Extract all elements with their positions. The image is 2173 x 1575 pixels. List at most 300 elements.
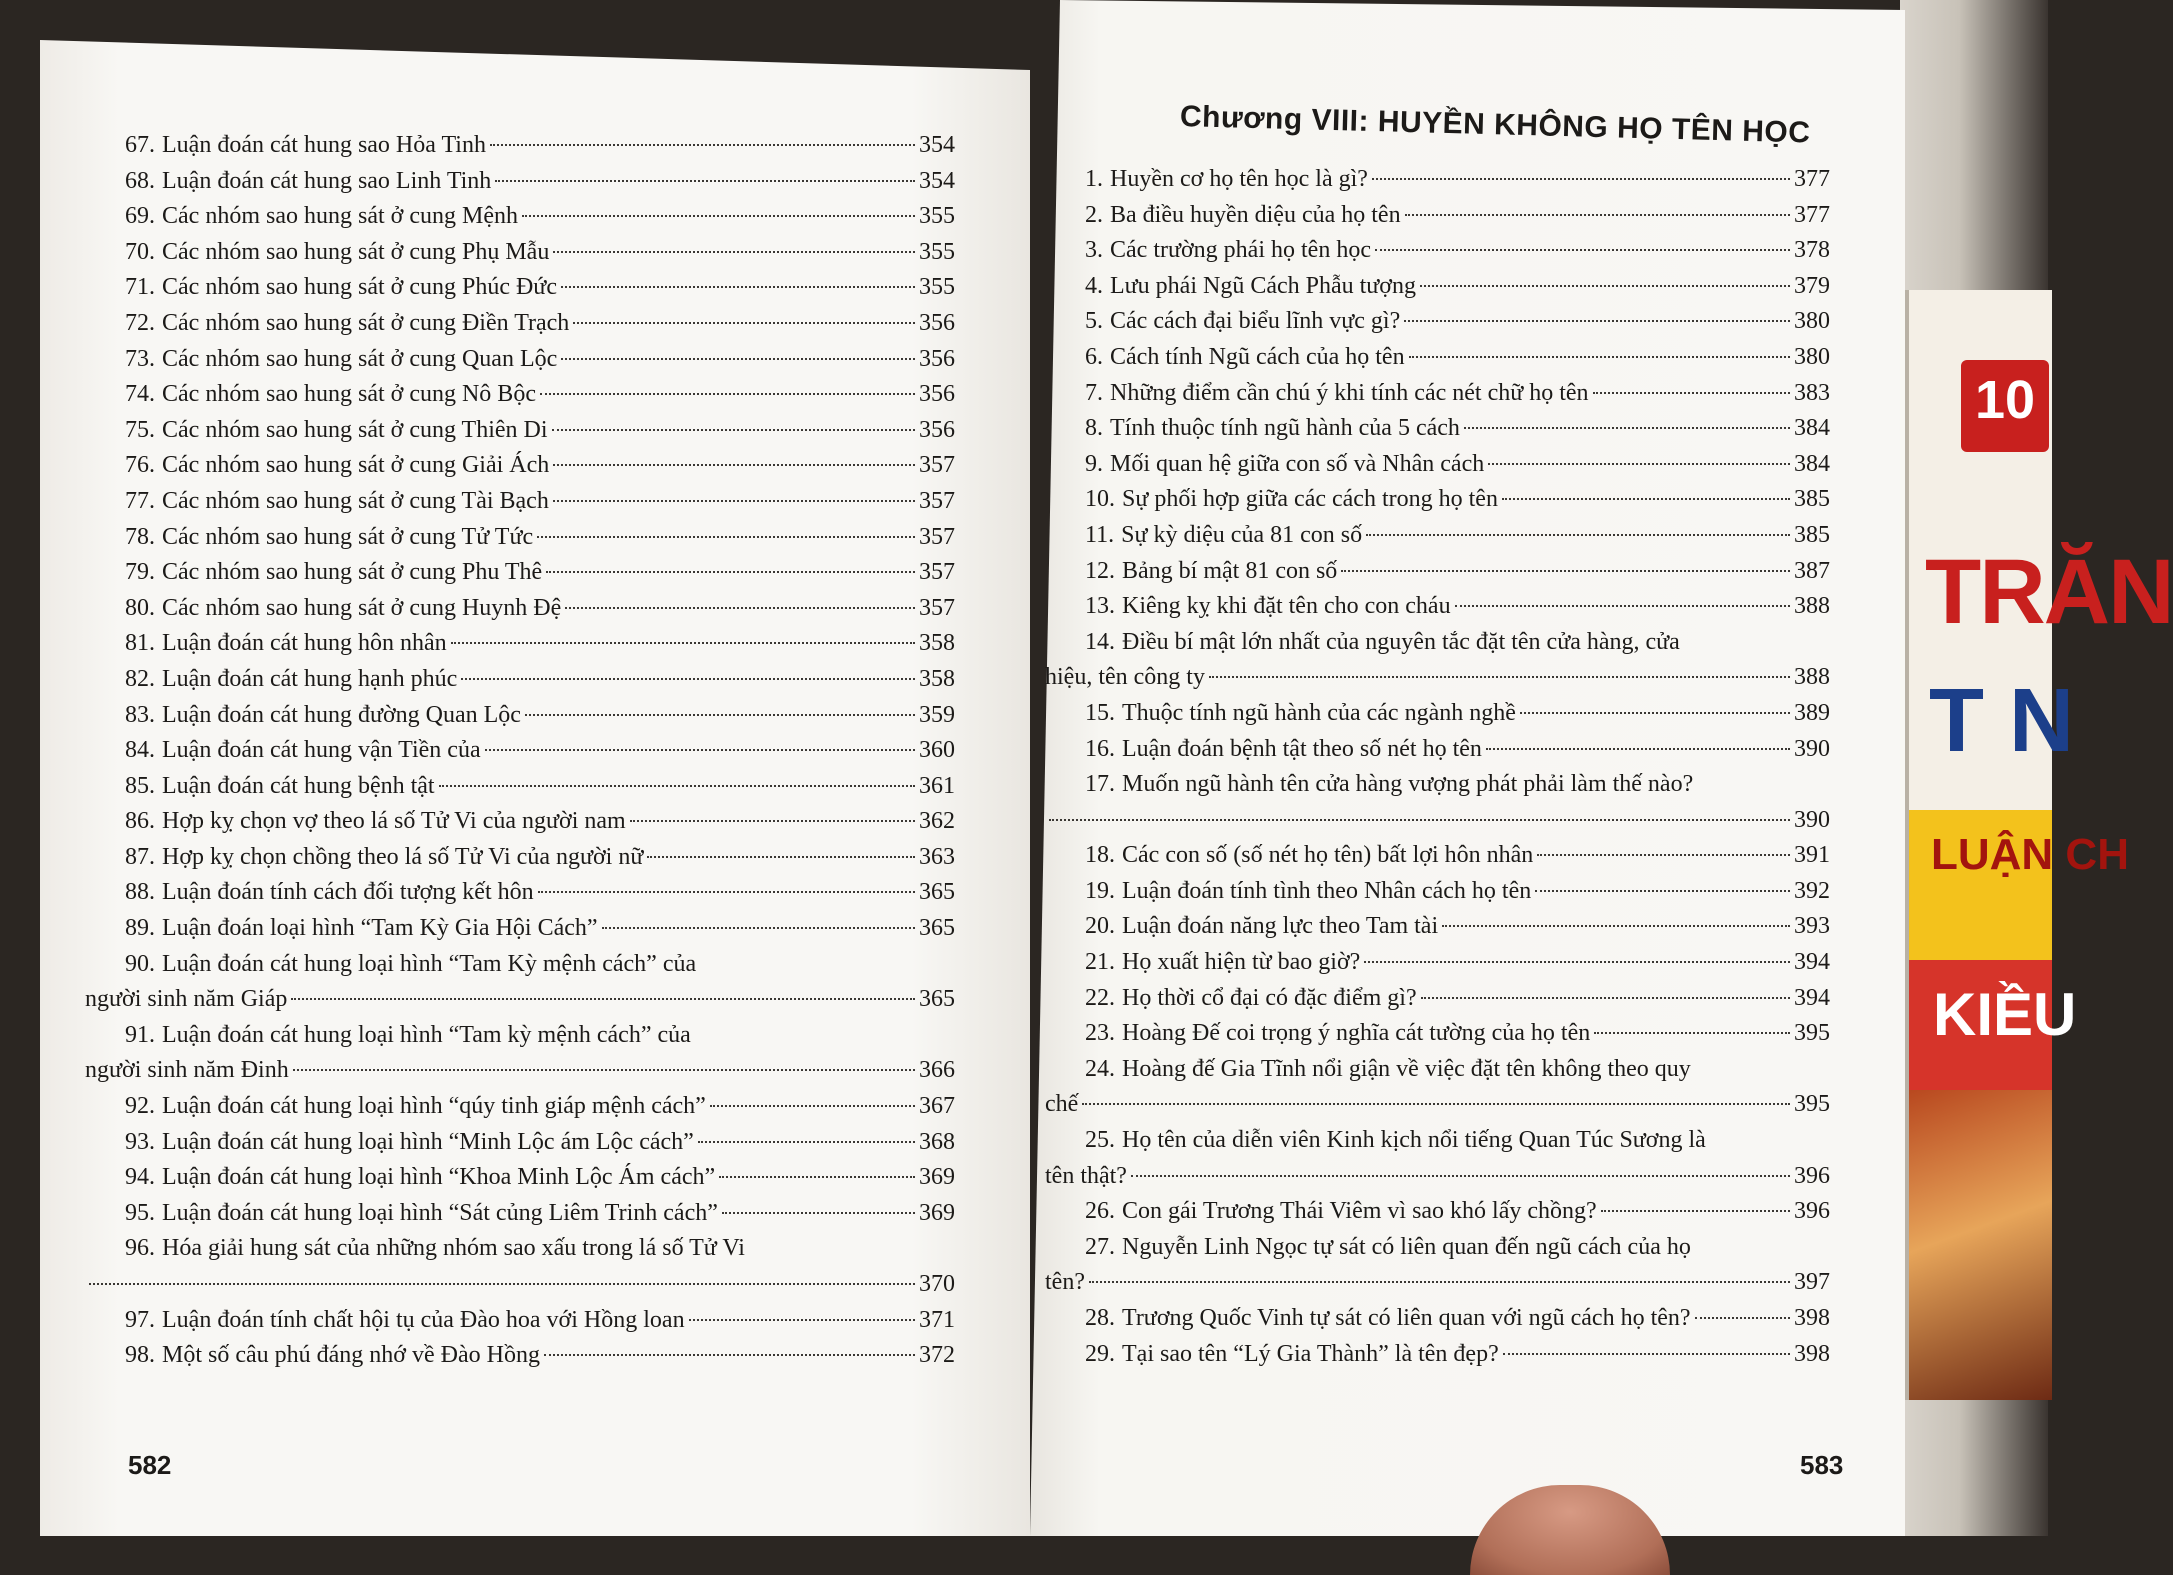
dot-leader [1593,392,1790,394]
toc-entry [1085,162,1830,198]
entry-title: Tại sao tên “Lý Gia Thành” là tên đẹp? [1122,1340,1499,1367]
dot-leader [565,607,915,609]
toc-entry [1085,233,1830,269]
entry-number: 22. [1085,984,1115,1011]
dot-leader [89,1283,915,1285]
entry-number: 25. [1085,1127,1115,1154]
dot-leader [525,714,915,716]
entry-page: 370 [919,1271,955,1297]
dot-leader [602,927,915,929]
entry-page: 384 [1794,415,1830,442]
dot-leader [1594,1032,1790,1034]
entry-page: 385 [1794,521,1830,548]
dot-leader [546,571,915,573]
entry-page: 357 [919,559,955,586]
entry-title: Các nhóm sao hung sát ở cung Tài Bạch [162,487,549,514]
toc-entry [1085,411,1830,447]
entry-title-continuation: tên thật? [1045,1162,1127,1189]
entry-number: 14. [1085,628,1115,655]
entry-number: 3. [1085,237,1103,264]
dot-leader [553,464,915,466]
entry-page: 396 [1794,1198,1830,1225]
entry-number: 89. [125,915,155,942]
toc-entry [1085,909,1830,945]
entry-title: Các nhóm sao hung sát ở cung Phụ Mẫu [162,238,550,265]
toc-entry [1085,625,1830,661]
toc-entry [1085,1052,1830,1088]
dot-leader [689,1319,915,1321]
toc-entry [125,1196,955,1232]
entry-page: 354 [919,167,955,194]
toc-entry [125,1125,955,1161]
entry-title: Ba điều huyền diệu của họ tên [1110,201,1401,228]
dot-leader [553,500,915,502]
entry-page: 359 [919,701,955,728]
entry-title: Các nhóm sao hung sát ở cung Phúc Đức [162,274,557,301]
toc-entry [1085,447,1830,483]
entry-title: Các nhóm sao hung sát ở cung Huynh Đệ [162,594,562,621]
dot-leader [1404,320,1790,322]
entry-number: 5. [1085,308,1103,335]
dot-leader [540,393,915,395]
entry-page: 379 [1794,272,1830,299]
dot-leader [1520,712,1790,714]
entry-page: 396 [1794,1162,1830,1189]
entry-page: 355 [919,238,955,265]
entry-number: 28. [1085,1305,1115,1331]
entry-title: Các nhóm sao hung sát ở cung Phu Thê [162,559,543,586]
cover-title-line-2: T N [1929,671,2074,771]
toc-entry [1085,376,1830,412]
entry-page: 378 [1794,237,1830,264]
entry-page: 384 [1794,450,1830,477]
cover-illustration [1909,1090,2052,1400]
dot-leader [461,678,915,680]
entry-page: 394 [1794,949,1830,976]
dot-leader [553,251,915,253]
dot-leader [1405,214,1790,216]
entry-page: 395 [1794,1020,1830,1047]
dot-leader [561,286,915,288]
entry-page: 385 [1794,486,1830,513]
entry-page: 380 [1794,308,1830,335]
dot-leader [522,215,915,217]
entry-title: Kiêng kỵ khi đặt tên cho con cháu [1122,593,1451,620]
entry-title: Luận đoán cát hung hôn nhân [162,630,447,657]
dot-leader [1131,1175,1790,1177]
entry-page: 383 [1794,379,1830,406]
entry-number: 79. [125,559,155,586]
toc-entry [125,1160,955,1196]
entry-number: 9. [1085,450,1103,477]
entry-number: 15. [1085,699,1115,726]
entry-title: Luận đoán cát hung vận Tiền của [162,737,481,764]
entry-number: 92. [125,1093,155,1120]
toc-entry [1085,269,1830,305]
entry-title: Thuộc tính ngũ hành của các ngành nghề [1122,699,1516,726]
toc-entry-continuation [85,982,955,1018]
entry-title: Luận đoán cát hung loại hình “Khoa Minh Lộc Ám cách” [162,1164,716,1191]
toc-entry [1085,554,1830,590]
toc-entry [1085,198,1830,234]
entry-page: 391 [1794,842,1830,869]
entry-title: Những điểm cần chú ý khi tính các nét chữ họ tên [1110,379,1589,406]
dot-leader [1372,178,1790,180]
entry-page: 369 [919,1199,955,1226]
dot-leader [698,1141,915,1143]
toc-entry [125,840,955,876]
toc-entry [1085,482,1830,518]
entry-number: 73. [125,345,155,372]
entry-title: Các nhóm sao hung sát ở cung Quan Lộc [162,345,558,372]
entry-page: 365 [919,879,955,906]
toc-entry [125,128,955,164]
dot-leader [1535,890,1790,892]
toc-entry [1085,1337,1830,1373]
entry-number: 88. [125,879,155,906]
entry-page: 388 [1794,593,1830,620]
toc-entry [125,555,955,591]
entry-title-continuation: người sinh năm Giáp [85,986,288,1013]
entry-page: 395 [1794,1091,1830,1118]
entry-page: 389 [1794,699,1830,726]
dot-leader [1486,748,1790,750]
entry-title: Luận đoán năng lực theo Tam tài [1122,913,1439,940]
dot-leader [1082,1103,1790,1105]
toc-entry [125,413,955,449]
entry-title: Sự kỳ diệu của 81 con số [1121,521,1363,548]
entry-number: 86. [125,808,155,835]
entry-title: Các nhóm sao hung sát ở cung Tử Tức [162,523,534,550]
entry-number: 81. [125,630,155,657]
dot-leader [1455,605,1790,607]
toc-entry [1085,1230,1830,1266]
toc-entry [1085,340,1830,376]
entry-number: 87. [125,843,155,870]
toc-entry [1085,874,1830,910]
entry-number: 12. [1085,557,1115,584]
entry-number: 72. [125,309,155,336]
dot-leader [630,820,915,822]
toc-entry [125,164,955,200]
dot-leader [1209,676,1790,678]
dot-leader [1537,854,1790,856]
dot-leader [1366,534,1790,536]
entry-page: 357 [919,594,955,621]
dot-leader [647,856,915,858]
toc-entry [125,1338,955,1374]
entry-number: 19. [1085,877,1115,904]
dot-leader [1049,819,1790,821]
entry-title: Luận đoán loại hình “Tam Kỳ Gia Hội Cách” [162,915,598,942]
entry-number: 96. [125,1235,155,1262]
entry-page: 371 [919,1306,955,1333]
toc-entry [125,1231,955,1267]
entry-number: 94. [125,1164,155,1191]
entry-number: 11. [1085,521,1115,548]
entry-number: 13. [1085,593,1115,620]
entry-title: Luận đoán cát hung hạnh phúc [162,665,458,692]
entry-page: 367 [919,1093,955,1120]
toc-entry [1085,838,1830,874]
toc-entry-continuation [1045,803,1830,839]
entry-page: 387 [1794,557,1830,584]
entry-title: Các con số (số nét họ tên) bất lợi hôn nhân [1122,842,1534,869]
entry-title: Luận đoán cát hung bệnh tật [162,772,435,799]
dot-leader [1442,925,1790,927]
entry-page: 357 [919,487,955,514]
entry-page: 358 [919,630,955,657]
entry-number: 20. [1085,913,1115,940]
dot-leader [490,144,915,146]
dot-leader [1409,356,1790,358]
entry-title: Sự phối hợp giữa các cách trong họ tên [1122,486,1498,513]
toc-entry [125,484,955,520]
entry-title: Luận đoán bệnh tật theo số nét họ tên [1122,735,1482,762]
dot-leader [1503,1353,1790,1355]
entry-title-continuation: hiệu, tên công ty [1045,664,1205,691]
entry-page: 398 [1794,1305,1830,1331]
entry-title-continuation: người sinh năm Đinh [85,1057,289,1084]
toc-entry [1085,518,1830,554]
entry-number: 90. [125,950,155,977]
entry-number: 7. [1085,379,1103,406]
toc-entry [1085,1016,1830,1052]
background-book-cover [1905,290,2173,1400]
toc-entry [125,377,955,413]
entry-page: 361 [919,772,955,799]
entry-number: 26. [1085,1198,1115,1225]
toc-entry [1085,1123,1830,1159]
entry-number: 27. [1085,1233,1115,1260]
entry-number: 84. [125,737,155,764]
entry-title: Hoàng đế Gia Tĩnh nổi giận về việc đặt tên không theo quy [1122,1055,1691,1082]
dot-leader [1421,997,1790,999]
entry-title: Muốn ngũ hành tên cửa hàng vượng phát phải làm thế nào? [1122,771,1694,798]
entry-title: Hoàng Đế coi trọng ý nghĩa cát tường của họ tên [1122,1020,1591,1047]
entry-title: Các nhóm sao hung sát ở cung Mệnh [162,203,518,230]
entry-number: 16. [1085,735,1115,762]
dot-leader [1089,1281,1790,1283]
entry-number: 93. [125,1128,155,1155]
entry-number: 70. [125,238,155,265]
entry-number: 85. [125,772,155,799]
entry-title-continuation: tên? [1045,1269,1085,1296]
entry-page: 354 [919,132,955,158]
toc-entry [125,698,955,734]
dot-leader [293,1069,915,1071]
entry-page: 360 [919,737,955,764]
dot-leader [552,429,915,431]
entry-number: 10. [1085,486,1115,513]
entry-title: Tính thuộc tính ngũ hành của 5 cách [1110,415,1460,442]
toc-entry [1085,732,1830,768]
entry-number: 80. [125,594,155,621]
toc-entry [125,769,955,805]
entry-title: Các trường phái họ tên học [1110,237,1371,264]
toc-entry [125,306,955,342]
entry-number: 29. [1085,1340,1115,1367]
entry-page: 388 [1794,664,1830,691]
left-page-number: 582 [128,1450,172,1480]
entry-title: Cách tính Ngũ cách của họ tên [1110,343,1405,370]
entry-title: Trương Quốc Vinh tự sát có liên quan với ngũ cách họ tên? [1122,1305,1691,1331]
entry-number: 91. [125,1021,155,1048]
toc-entry [125,342,955,378]
dot-leader [544,1354,915,1356]
entry-number: 8. [1085,415,1103,442]
entry-title: Luận đoán cát hung loại hình “Minh Lộc ám Lộc cách” [162,1128,694,1155]
cover-author: KIỀU [1933,981,2077,1048]
entry-page: 362 [919,808,955,835]
entry-title: Nguyễn Linh Ngọc tự sát có liên quan đến ngũ cách của họ [1122,1233,1691,1260]
entry-title-continuation: chế [1045,1091,1079,1118]
entry-title: Luận đoán tính cách đối tượng kết hôn [162,879,534,906]
entry-title: Luận đoán cát hung loại hình “Tam Kỳ mệnh cách” của [162,950,697,977]
toc-entry-continuation [85,1267,955,1303]
toc-entry [125,804,955,840]
toc-entry [1085,1301,1830,1337]
entry-number: 75. [125,416,155,443]
entry-title: Các cách đại biểu lĩnh vực gì? [1110,308,1401,335]
entry-page: 365 [919,986,955,1013]
dot-leader [722,1212,915,1214]
entry-page: 357 [919,452,955,479]
entry-page: 356 [919,416,955,443]
entry-page: 397 [1794,1269,1830,1296]
entry-page: 393 [1794,913,1830,940]
toc-entry [125,733,955,769]
dot-leader [1341,570,1790,572]
toc-entry [125,662,955,698]
entry-page: 377 [1794,166,1830,192]
entry-number: 78. [125,523,155,550]
entry-title: Luận đoán tính tình theo Nhân cách họ tên [1122,877,1532,904]
entry-title: Hóa giải hung sát của những nhóm sao xấu trong lá số Tử Vi [162,1235,745,1262]
entry-page: 368 [919,1128,955,1155]
entry-title: Điều bí mật lớn nhất của nguyên tắc đặt tên cửa hàng, cửa [1122,628,1680,655]
toc-entry [125,448,955,484]
toc-entry [125,235,955,271]
entry-title: Các nhóm sao hung sát ở cung Điền Trạch [162,309,570,336]
dot-leader [537,536,915,538]
dot-leader [495,180,915,182]
entry-title: Hợp kỵ chọn vợ theo lá số Tử Vi của người nam [162,808,626,835]
dot-leader [485,749,915,751]
dot-leader [291,998,915,1000]
toc-entry [1085,767,1830,803]
entry-number: 76. [125,452,155,479]
entry-title: Huyền cơ họ tên học là gì? [1110,166,1368,192]
entry-number: 82. [125,665,155,692]
entry-number: 71. [125,274,155,301]
entry-number: 69. [125,203,155,230]
entry-title: Các nhóm sao hung sát ở cung Thiên Di [162,416,548,443]
entry-number: 17. [1085,771,1115,798]
entry-page: 392 [1794,877,1830,904]
toc-entry [125,626,955,662]
dot-leader [1375,249,1790,251]
entry-number: 97. [125,1306,155,1333]
entry-page: 356 [919,309,955,336]
toc-entry [125,520,955,556]
right-table-of-contents [1045,162,1830,1372]
entry-page: 356 [919,345,955,372]
entry-title: Họ xuất hiện từ bao giờ? [1122,949,1361,976]
publisher-logo: 10 [1961,360,2049,452]
entry-page: 390 [1794,806,1830,833]
cover-title-line-1: TRĂN [1925,541,2173,643]
toc-entry [125,591,955,627]
dot-leader [710,1105,915,1107]
dot-leader [719,1176,915,1178]
toc-entry [1085,1194,1830,1230]
entry-title: Các nhóm sao hung sát ở cung Nô Bộc [162,381,536,408]
entry-page: 355 [919,203,955,230]
entry-title: Họ thời cổ đại có đặc điểm gì? [1122,984,1417,1011]
dot-leader [1488,463,1790,465]
chapter-title: Chương VIII: HUYỀN KHÔNG HỌ TÊN HỌC [1179,100,1811,150]
entry-title: Lưu phái Ngũ Cách Phẫu tượng [1110,272,1416,299]
entry-page: 357 [919,523,955,550]
entry-number: 95. [125,1199,155,1226]
entry-title: Mối quan hệ giữa con số và Nhân cách [1110,450,1485,477]
dot-leader [1420,285,1790,287]
entry-page: 358 [919,665,955,692]
toc-entry [1085,589,1830,625]
entry-page: 372 [919,1342,955,1369]
toc-entry [125,911,955,947]
cover-subtitle: LUẬN CH [1931,830,2129,879]
entry-page: 363 [919,843,955,870]
entry-page: 398 [1794,1340,1830,1367]
entry-number: 68. [125,167,155,194]
entry-number: 6. [1085,343,1103,370]
entry-number: 18. [1085,842,1115,869]
toc-entry [1085,981,1830,1017]
entry-page: 394 [1794,984,1830,1011]
entry-page: 365 [919,915,955,942]
entry-number: 23. [1085,1020,1115,1047]
entry-number: 2. [1085,201,1103,228]
entry-title: Luận đoán cát hung loại hình “Tam kỳ mệnh cách” của [162,1021,691,1048]
toc-entry [125,1089,955,1125]
entry-title: Luận đoán cát hung loại hình “Sát củng Liêm Trinh cách” [162,1199,718,1226]
toc-entry [125,1303,955,1339]
entry-title: Các nhóm sao hung sát ở cung Giải Ách [162,452,550,479]
toc-entry [1085,945,1830,981]
entry-title: Luận đoán cát hung đường Quan Lộc [162,701,521,728]
entry-page: 380 [1794,343,1830,370]
entry-title: Luận đoán cát hung sao Hỏa Tinh [162,132,486,158]
entry-number: 21. [1085,949,1115,976]
entry-number: 74. [125,381,155,408]
dot-leader [439,785,915,787]
entry-number: 67. [125,132,155,158]
entry-page: 366 [919,1057,955,1084]
entry-title: Luận đoán cát hung loại hình “qúy tinh giáp mệnh cách” [162,1093,706,1120]
entry-title: Luận đoán tính chất hội tụ của Đào hoa với Hồng loan [162,1306,685,1333]
toc-entry [125,270,955,306]
dot-leader [538,891,915,893]
toc-entry [1085,304,1830,340]
dot-leader [573,322,915,324]
entry-title: Luận đoán cát hung sao Linh Tinh [162,167,492,194]
dot-leader [1502,498,1790,500]
entry-page: 356 [919,381,955,408]
entry-title: Bảng bí mật 81 con số [1122,557,1338,584]
entry-title: Một số câu phú đáng nhớ về Đào Hồng [162,1342,540,1369]
